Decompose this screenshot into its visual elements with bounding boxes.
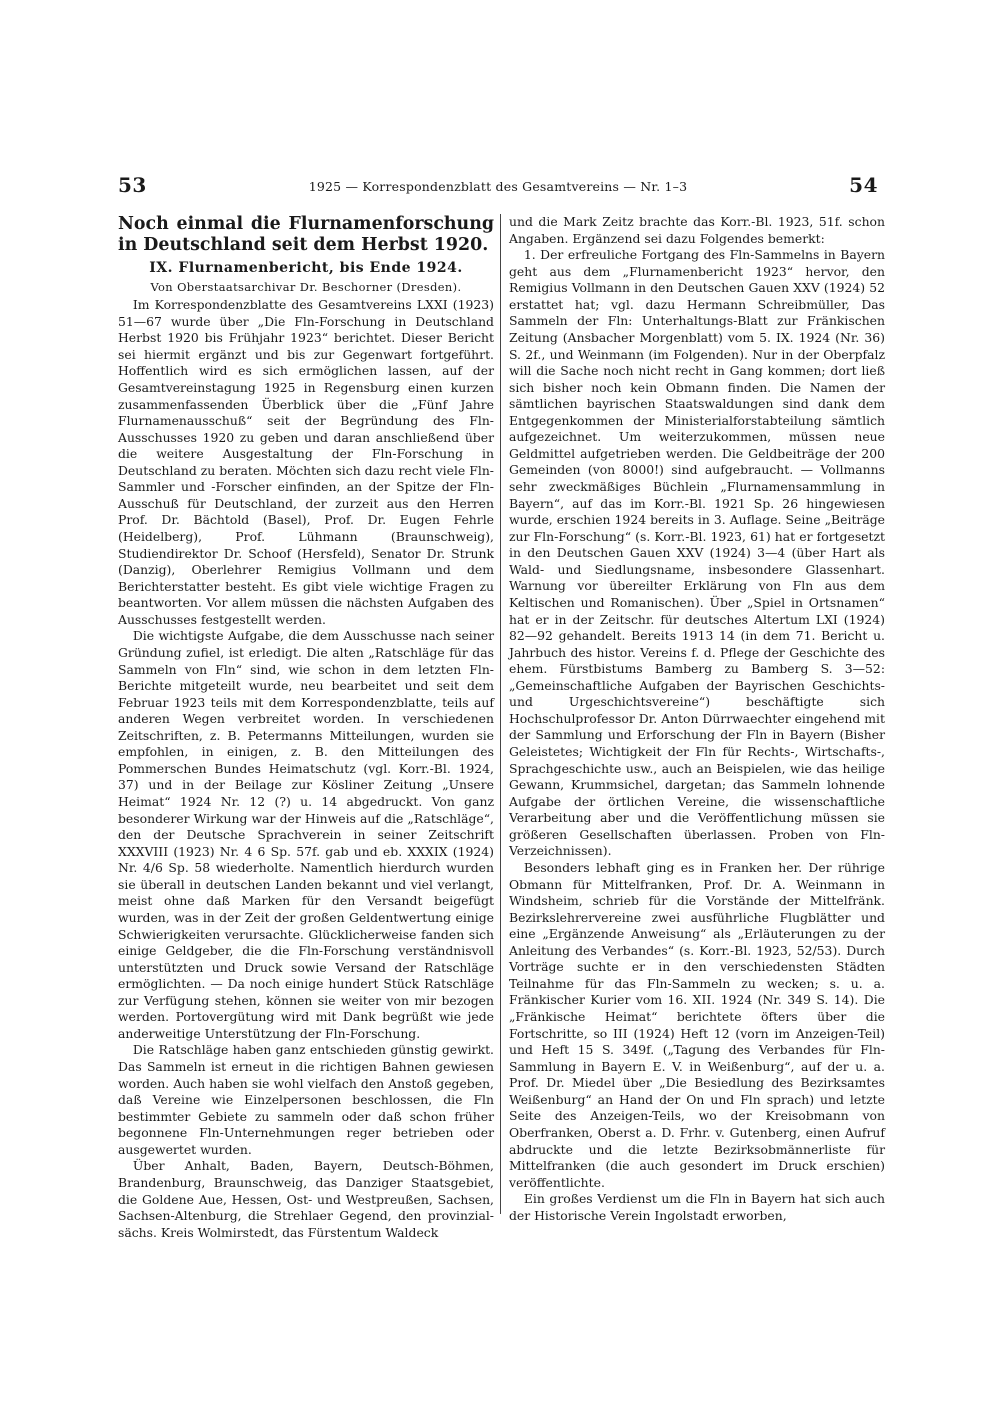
left-column [118,214,494,1241]
paragraph: und die Mark Zeitz brachte das Korr.-Bl. 1923, 51f. schon Angaben. Ergänzend sei dazu Folgendes bemerkt: [509,214,885,246]
byline: Von Oberstaatsarchivar Dr. Beschorner (Dresden). [150,279,462,294]
running-title: 1925 — Korrespondenzblatt des Gesamtvereins — Nr. 1–3 [308,179,688,194]
page-number-left: 53 [118,173,147,197]
paragraph: 1. Der erfreuliche Fortgang des Fln-Sammelns in Bayern geht aus dem „Flurnamenbericht 1923“ hervor, den Remigius Vollmann in den Deutschen Gauen XXV (1924) 52 erstattet hat; vgl. dazu Hermann Schreibmüller, Das Sammeln der Fln: Unterhaltungs-Blatt zur Fränkischen Zeitung (Ansbacher Morgenblatt) vom 5. IX. 1924 (Nr. 36) S. 2f., und Weinmann (im Folgenden). Nur in der Oberpfalz will die Sache noch nicht recht in Gang kommen; dort ließ sich bisher noch kein Obmann finden. Die Namen der sämtlichen bayrischen Staatswaldungen sind dank dem Entgegenkommen der Ministerialforstabteilung sämtlich aufgezeichnet. Um weiterzukommen, müssen neue Geldmittel aufgetrieben werden. Die Geldbeiträge der 200 Gemeinden (von 8000!) sind aufgebraucht. — Vollmanns sehr zweckmäßiges Büchlein „Flurnamensammlung in Bayern“, auf das im Korr.-Bl. 1921 Sp. 26 hingewiesen wurde, erschien 1924 bereits in 3. Auflage. Seine „Beiträge zur Fln-Forschung“ (s. Korr.-Bl. 1923, 61) hat er fortgesetzt in den Deutschen Gauen XXV (1924) 3—4 (über Hart als Wald- und Siedlungsname, insbesondere Glassenhart. Warnung vor übereilter Erklärung von Fln aus dem Keltischen und Romanischen). Über „Spiel in Ortsnamen“ hat er in der Zeitschr. für deutsches Altertum LXI (1924) 82—92 gehandelt. Bereits 1913 14 (in dem 71. Bericht u. Jahrbuch des histor. Vereins f. d. Pflege der Geschichte des ehem. Fürstbistums Bamberg zu Bamberg S. 3—52: „Gemeinschaftliche Aufgaben der Bayrischen Geschichts- und Urgeschichtsvereine“) beschäftigte sich Hochschulprofessor Dr. Anton Dürrwaechter eingehend mit der Sammlung und Erforschung der Fln in Bayern (Bisher Geleistetes; Wichtigkeit der Fln für Rechts-, Wirtschafts-, Sprachgeschichte usw., auch an Beispielen, wie das heilige Gewann, Krummsichel, dargetan; das Sammeln lohnende Aufgabe der örtlichen Vereine, die wissenschaftliche Verarbeitung aber und die Veröffentlichung müssen sie größeren Gesellschaften überlassen. Proben von Fln-Verzeichnissen). [509,247,885,859]
section-title: IX. Flurnamenbericht, bis Ende 1924. [149,260,463,276]
paragraph: Die Ratschläge haben ganz entschieden günstig gewirkt. Das Sammeln ist erneut in die richtigen Bahnen gewiesen worden. Auch haben sie wohl vielfach den Anstoß gegeben, daß Vereine wie Einzelpersonen beschlossen, die Fln bestimmter Gebiete zu sammeln oder daß schon früher begonnene Fln-Unternehmungen reger betrieben oder ausgewertet wurden. [118,1042,494,1157]
paragraph: Besonders lebhaft ging es in Franken her. Der rührige Obmann für Mittelfranken, Prof. Dr. A. Weinmann in Windsheim, schrieb für die Vorstände der Mittelfränk. Bezirkslehrervereine zwei ausführliche Flugblätter und eine „Ergänzende Anweisung“ als „Erläuterungen zu der Anleitung des Verbandes“ (s. Korr.-Bl. 1923, 52/53). Durch Vorträge suchte er in den verschiedensten Städten Teilnahme für das Fln-Sammeln zu wecken; s. u. a. Fränkischer Kurier vom 16. XII. 1924 (Nr. 349 S. 14). Die „Fränkische Heimat“ berichtete öfters über die Fortschritte, so III (1924) Heft 12 (vorn im Anzeigen-Teil) und Heft 15 S. 349f. („Tagung des Verbandes für Fln-Sammlung in Bayern E. V. in Weißenburg“, auf der u. a. Prof. Dr. Miedel über „Die Besiedlung des Bezirksamtes Weißenburg“ an Hand der On und Fln sprach) und letzte Seite des Anzeigen-Teils, wo der Kreisobmann von Oberfranken, Oberst a. D. Frhr. v. Gutenberg, einen Aufruf abdruckte und die letzte Bezirksobmännerliste für Mittelfranken (die auch gesondert im Druck erschien) veröffentlichte. [509,859,885,1190]
column-divider [500,214,501,1214]
paragraph: Über Anhalt, Baden, Bayern, Deutsch-Böhmen, Brandenburg, Braunschweig, das Danziger Staatsgebiet, die Goldene Aue, Hessen, Ost- und Westpreußen, Sachsen, Sachsen-Altenburg, die Strehlaer Gegend, den provinzial-sächs. Kreis Wolmirstedt, das Fürstentum Waldeck [118,1158,494,1240]
page-header [118,173,878,201]
paragraph: Im Korrespondenzblatte des Gesamtvereins LXXI (1923) 51—67 wurde über „Die Fln-Forschung in Deutschland Herbst 1920 bis Frühjahr 1923“ berichtet. Dieser Bericht sei hiermit ergänzt und bis zur Gegenwart fortgeführt. Hoffentlich wird es sich ermöglichen lassen, auf der Gesamtvereinstagung 1925 in Regensburg einen kurzen zusammenfassenden Überblick über die „Fünf Jahre Flurnamenausschuß“ seit der Begründung des Fln-Ausschusses 1920 zu geben und daran anschließend über die weitere Ausgestaltung der Fln-Forschung in Deutschland zu beraten. Möchten sich dazu recht viele Fln-Sammler und -Forscher einfinden, an der Spitze der Fln-Ausschuß für Deutschland, der zurzeit aus den Herren Prof. Dr. Bächtold (Basel), Prof. Dr. Eugen Fehrle (Heidelberg), Prof. Lühmann (Braunschweig), Studiendirektor Dr. Schoof (Hersfeld), Senator Dr. Strunk (Danzig), Oberlehrer Remigius Vollmann und dem Berichterstatter besteht. Es gibt viele wichtige Fragen zu beantworten. Vor allem müssen die nächsten Aufgaben des Ausschusses festgestellt werden. [118,297,494,627]
right-column [509,214,885,1224]
paragraph: Ein großes Verdienst um die Fln in Bayern hat sich auch der Historische Verein Ingolstadt erworben, [509,1191,885,1223]
article-title: Noch einmal die Flurnamenforschung in Deutschland seit dem Herbst 1920. [118,214,494,255]
paragraph: Die wichtigste Aufgabe, die dem Ausschusse nach seiner Gründung zufiel, ist erledigt. Die alten „Ratschläge für das Sammeln von Fln“ sind, wie schon in dem letzten Fln-Berichte mitgeteilt wurde, neu bearbeitet und seit dem Februar 1923 teils mit dem Korrespondenzblatte, teils auf anderen Wegen verbreitet worden. In verschiedenen Zeitschriften, z. B. Petermanns Mitteilungen, wurden sie empfohlen, in einigen, z. B. den Mitteilungen des Pommerschen Bundes Heimatschutz (vgl. Korr.-Bl. 1924, 37) und in der Beilage zur Kösliner Zeitung „Unsere Heimat“ 1924 Nr. 12 (?) u. 14 abgedruckt. Von ganz besonderer Wirkung war der Hinweis auf die „Ratschläge“, den der Deutsche Sprachverein in seiner Zeitschrift XXXVIII (1923) Nr. 4 6 Sp. 57f. gab und eb. XXXIX (1924) Nr. 4/6 Sp. 58 wiederholte. Namentlich hierdurch wurden sie überall in deutschen Landen bekannt und viel verlangt, meist ohne daß Marken für den Versandt beigefügt wurden, was in der Zeit der großen Geldentwertung einige Schwierigkeiten verursachte. Glücklicherweise fanden sich einige Geldgeber, die die Fln-Forschung verständnisvoll unterstützten und Druck sowie Versand der Ratschläge ermöglichten. — Da noch einige hundert Stück Ratschläge zur Verfügung stehen, können sie weiter von mir bezogen werden. Portovergütung wird mit Dank begrüßt wie jede anderweitige Unterstützung der Fln-Forschung. [118,628,494,1041]
page-number-right: 54 [849,173,878,197]
